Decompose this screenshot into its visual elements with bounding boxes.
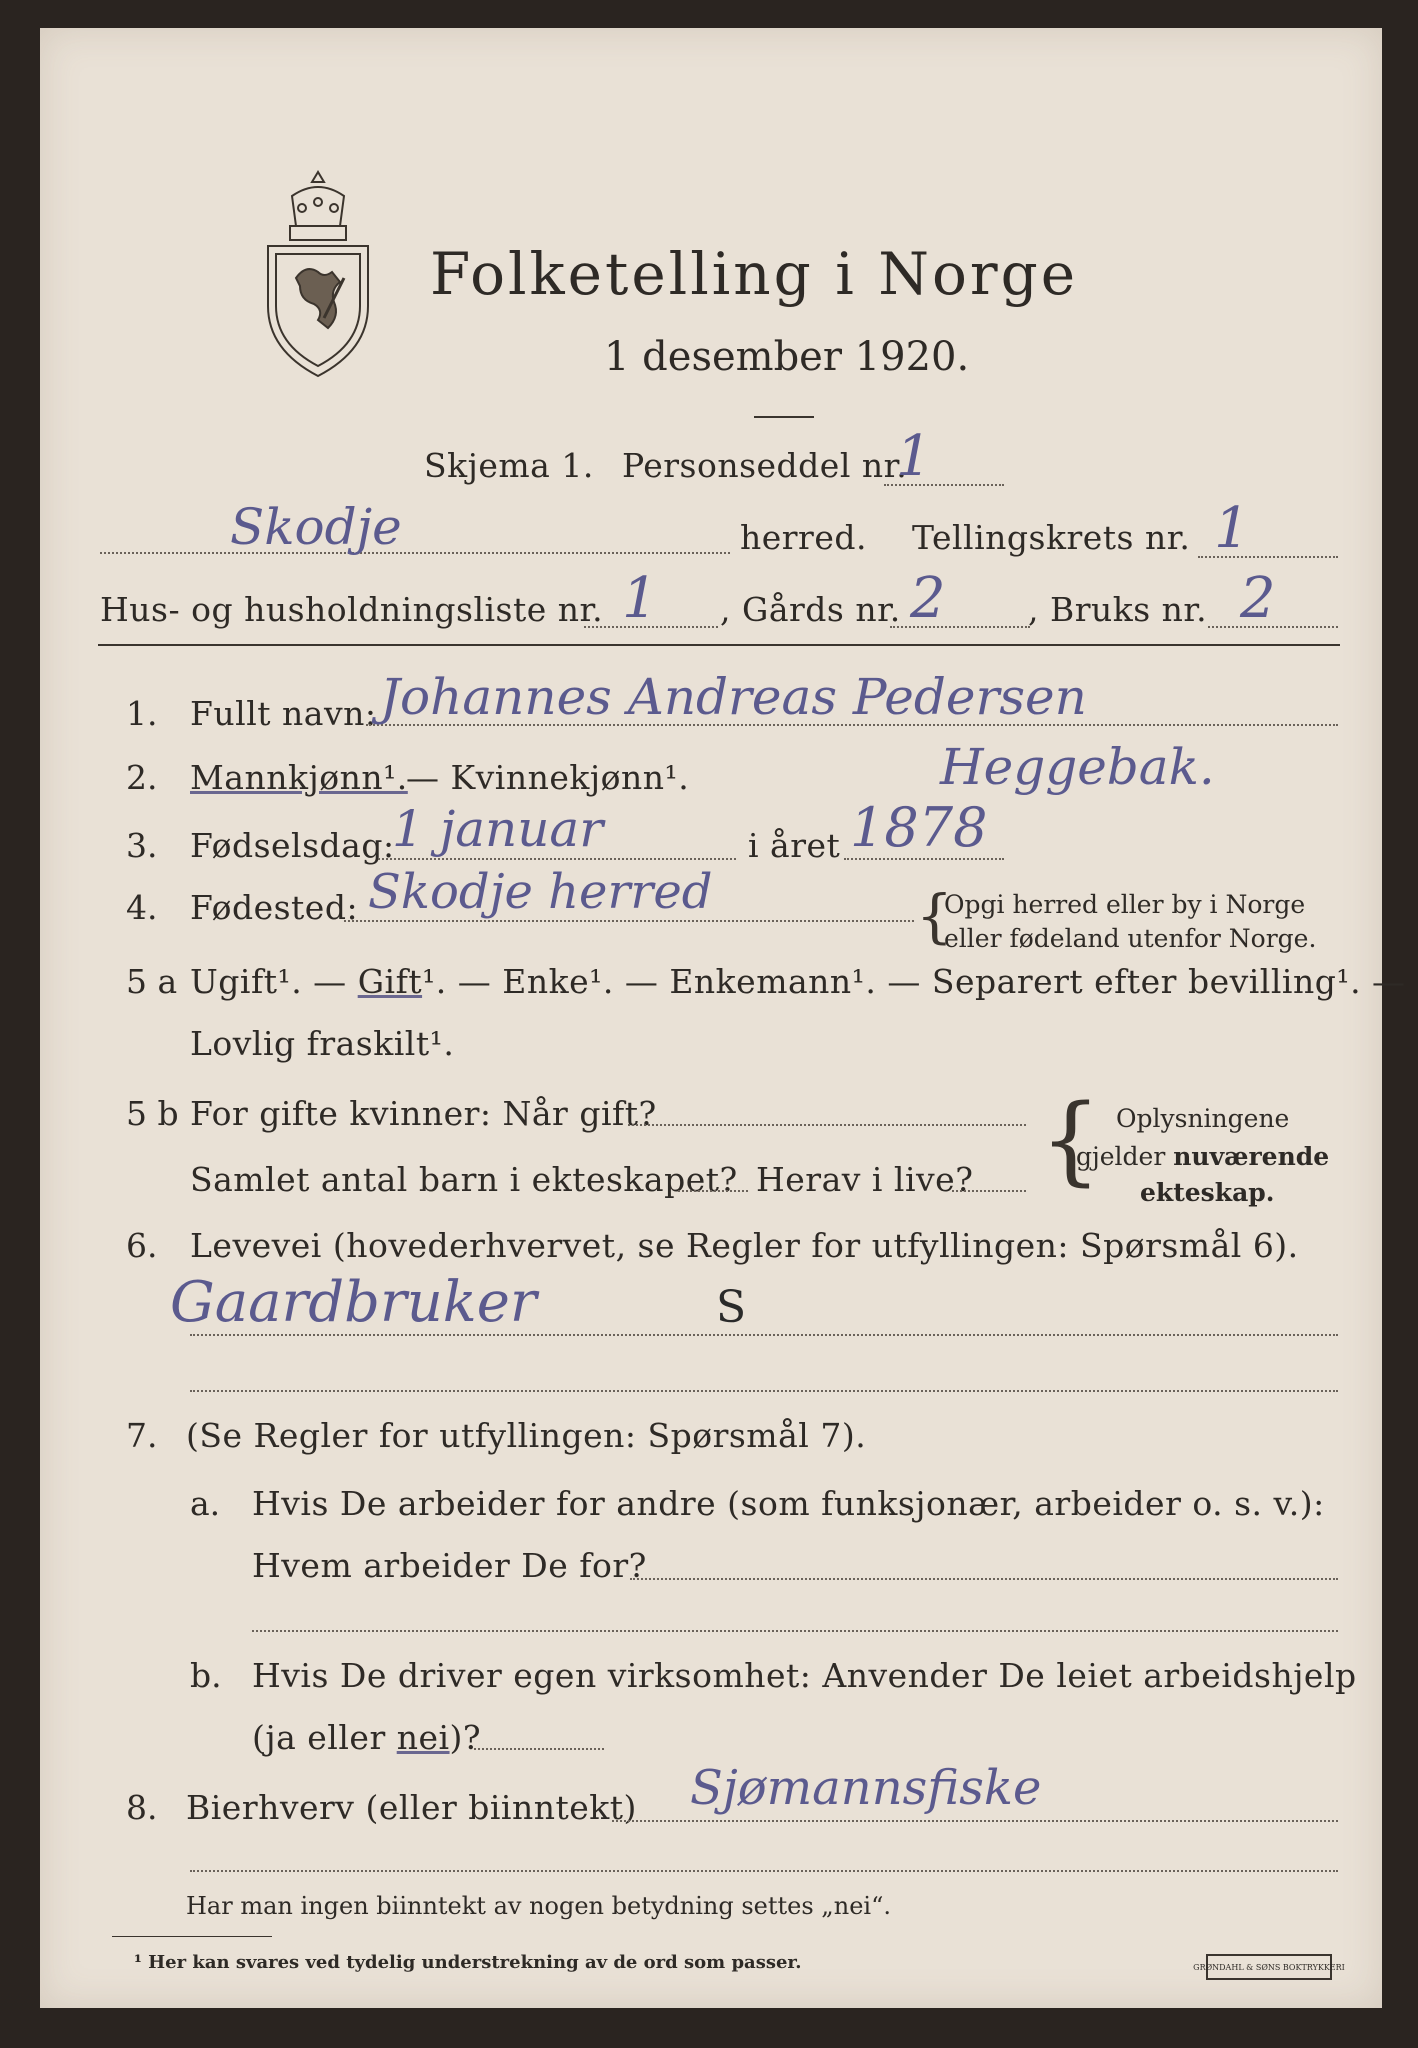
q8-value[interactable]: Sjømannsfiske (690, 1760, 1042, 1816)
q1-value[interactable]: Johannes Andreas Pedersen (380, 668, 1087, 726)
q5a-other-options[interactable]: ¹. — Enke¹. — Enkemann¹. — Separert efter bevilling¹. — (422, 962, 1406, 1001)
q6-mark: S (716, 1282, 747, 1333)
bruks-label: , Bruks nr. (1028, 590, 1208, 629)
q5b-note-line1: Oplysningene (1116, 1104, 1290, 1133)
divider (754, 416, 814, 418)
q5a-gift-selected[interactable]: Gift (357, 962, 423, 1001)
q3-year-value[interactable]: 1878 (850, 796, 988, 859)
printer-stamp (1193, 1954, 1345, 1980)
q8-number: 8. (126, 1788, 158, 1827)
q6-value[interactable]: Gaardbruker (170, 1270, 537, 1335)
q7b-line (474, 1748, 604, 1750)
q1-number: 1. (126, 694, 158, 733)
form-title: Folketelling i Norge (430, 240, 1079, 308)
q5b-alive-label: Herav i live? (756, 1160, 974, 1199)
q5b-note-part: gjelder (1076, 1142, 1174, 1171)
q5b-note-line2 (1076, 1142, 1329, 1171)
q3-line (378, 858, 736, 860)
q4-label: Fødested: (190, 888, 359, 927)
q3-label: Fødselsdag: (190, 826, 395, 865)
herred-label: herred. (740, 518, 867, 557)
q5b-note-line3: ekteskap. (1140, 1178, 1275, 1207)
q4-brace: { (916, 882, 953, 950)
q7a-line1 (630, 1578, 1338, 1580)
q5b-number: 5 b (126, 1094, 179, 1133)
q5b-children-line (678, 1190, 748, 1192)
bruks-value[interactable]: 2 (1240, 566, 1276, 631)
footnote: ¹ Her kan svares ved tydelig understrekning av de ord som passer. (134, 1952, 802, 1973)
q2-female-option[interactable]: — Kvinnekjønn¹. (406, 758, 690, 797)
q4-number: 4. (126, 888, 158, 927)
q5b-note-bold: nuværende (1173, 1142, 1330, 1171)
q7b-label: Hvis De driver egen virksomhet: Anvender De leiet arbeidshjelp (252, 1656, 1357, 1695)
q8-line1 (612, 1820, 1338, 1822)
q4-note-line2: eller fødeland utenfor Norge. (944, 924, 1317, 953)
q5b-alive-line (952, 1190, 1026, 1192)
herred-line (100, 552, 730, 554)
q5b-label: For gifte kvinner: Når gift? (190, 1094, 657, 1133)
q7a-line2 (252, 1630, 1338, 1632)
q7a-label: Hvis De arbeider for andre (som funksjonær, arbeider o. s. v.): (252, 1484, 1325, 1523)
q7b-label2-end: )? (449, 1718, 482, 1757)
q4-value[interactable]: Skodje herred (368, 864, 713, 920)
section-divider (98, 644, 1340, 646)
q7-number: 7. (126, 1416, 158, 1455)
q5b-line (628, 1124, 1026, 1126)
q2-male-option[interactable]: Mannkjønn¹. (190, 758, 408, 797)
q6-number: 6. (126, 1226, 158, 1265)
gards-value[interactable]: 2 (910, 566, 946, 631)
form-date: 1 desember 1920. (604, 334, 970, 380)
q5a-option-fraskilt[interactable]: Lovlig fraskilt¹. (190, 1024, 455, 1063)
q7b-label2 (252, 1718, 481, 1757)
hus-label: Hus- og husholdningsliste nr. (100, 590, 604, 629)
schema-label: Skjema 1. (424, 446, 594, 485)
q3-year-label: i året (748, 826, 841, 865)
norwegian-coat-of-arms-icon (262, 168, 374, 380)
q6-label: Levevei (hovederhvervet, se Regler for utfyllingen: Spørsmål 6). (190, 1226, 1299, 1265)
q4-note-line1: Opgi herred eller by i Norge (944, 890, 1306, 919)
q3-number: 3. (126, 826, 158, 865)
q7b-label2-part: (ja eller (252, 1718, 397, 1757)
q7a-number: a. (190, 1484, 221, 1523)
personseddel-label: Personseddel nr. (622, 446, 908, 485)
q8-label: Bierhverv (eller biinntekt) (186, 1788, 637, 1827)
printer-stamp-text: GRØNDAHL & SØNS BOKTRYKKERI (1193, 1962, 1345, 1972)
q8-line2 (190, 1870, 1338, 1872)
q7b-number: b. (190, 1656, 222, 1695)
q5a-number: 5 a (126, 962, 178, 1001)
personseddel-value[interactable]: 1 (896, 424, 932, 489)
q5a-options[interactable] (190, 962, 1406, 1001)
q5b-brace: { (1040, 1084, 1102, 1196)
q4-line (344, 920, 914, 922)
q1-value-continued[interactable]: Heggebak. (940, 738, 1215, 796)
hus-value[interactable]: 1 (622, 566, 658, 631)
q3-value[interactable]: 1 januar (392, 800, 604, 858)
herred-value[interactable]: Skodje (230, 498, 402, 556)
q5a-ugift[interactable]: Ugift¹. — (190, 962, 347, 1001)
tellingskrets-value[interactable]: 1 (1214, 496, 1250, 561)
gards-label: , Gårds nr. (720, 590, 901, 629)
census-form (40, 28, 1382, 2008)
q7-label: (Se Regler for utfyllingen: Spørsmål 7). (186, 1416, 867, 1455)
tellingskrets-label: Tellingskrets nr. (912, 518, 1191, 557)
q2-number: 2. (126, 758, 158, 797)
footer-divider (112, 1936, 272, 1937)
q6-line2 (190, 1390, 1338, 1392)
q5b-children-label: Samlet antal barn i ekteskapet? (190, 1160, 738, 1199)
q1-label: Fullt navn: (190, 694, 377, 733)
q7a-label2: Hvem arbeider De for? (252, 1546, 647, 1585)
footer-note: Har man ingen biinntekt av nogen betydning settes „nei“. (186, 1892, 891, 1920)
q7b-nei-selected[interactable]: nei (396, 1718, 450, 1757)
